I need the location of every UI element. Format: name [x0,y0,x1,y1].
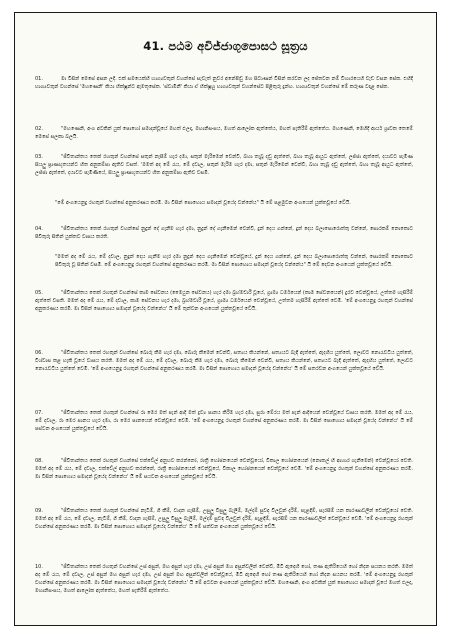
paragraph-text: "ජීවිතාන්තය තෙක් රහතුන් වහන්සේ රා මෙර මත් පැන් ආදී මත් ද්‍රව්‍ය පානය කිරීම හැර දමා, සුරා මේරය මත් පැන් ආදියෙන් වෙන්වූයේ වාසය කරති. මමත් අද මේ රැය, මේ දවාල, රා මෙර පානය හැර දමා, රා මෙර පානයෙන් වෙන්වූයේ වෙමි. 'මේ අංගයෙනුදු රහතුන් වහන්සේ අනුකරණය කරමි. මා විසින් පොහොය සමාදන් වූයේද වන්නේය' යි මේ පස්වන අංගයෙන් යුක්තවූයේ වේයි. [35,410,413,433]
paragraph-08 [35,457,413,481]
paragraph-text: "මේ අංගයෙනුදු රහතුන් වහන්සේ අනුකරණය කරමි. මා විසින් පොහොය සමාදන් වූයේද වන්නේය" යි මේ පළමුවන අංගයෙන් යුක්තවූයේ වේයි. [55,200,351,206]
paragraph-01 [35,75,413,91]
paragraph-number: 09. [35,508,43,514]
paragraph-text: "ජීවිතාන්තය තෙක් රහතුන් වහන්සේ එක්වේල් අනුභව කරන්නෝ, රාත්‍රී භෝජනයෙන් වෙන්වූයෝ, විකාල භෝජනයෙන් (නොකල් හි ආහාර ගැනීමෙන්) වෙන්වූයෝ වෙති. මමත් අද මේ රැය, මේ දවාල, එක්වේල් අනුභව කරන්නේ, රාත්‍රී භෝජනයෙන් වෙන්වූයේ, විකාල භෝජනයෙන් වෙන්වූයේ වෙමි. 'මේ අංගයෙනුදු රහතුන් වහන්සේ අනුකරණය කරමි. මා විසින් පොහොය සමාදන් වූයේද වන්නේය' යි මේ සයවන අංගයෙන් යුක්තවූයේ වේයි. [35,458,413,481]
paragraph-text: "ජීවිතාන්තය තෙක් රහතුන් වහන්සේ උස් අසුන්, මහ අසුන් හැර දමා, උස් අසුන් මහ අසුන්වලින් වෙන්වී, මිටි ඇඳෙහි හෝ, තණ ඇතිරියෙහි හෝ නිදන සයනය කරති. මමත් අද මේ රැය, මේ දවාල, උස් අසුන් මහ අසුන් හැර දමා, උස් අසුන් මහ අසුන්වලින් වෙන්වූයේ, මිටි ඇඳෙහි හෝ තණ ඇතිරියෙහි හෝ නිදන සයනය කරමි. 'මේ අංගයෙනුදු රහතුන් වහන්සේ අනුකරණය කරමි. මා විසින් පොහොය සමාදන් වූයේද වන්නේය' යි මේ අටවන අංගයෙන් යුක්තවූයේ වේයි. මහණෙනි, අංග අටකින් යුක් පොහොය සමාදන් වූයේ මහත් ඵලදා, මහානිසංසය, මහත් ආලෝක ඇත්තේය, මහත් පැතිරීම් ඇත්තේය. [35,564,413,595]
paragraph-06 [35,349,413,373]
paragraph-09 [35,507,413,531]
paragraph-text: "ජීවිතාන්තය තෙක් රහතුන් වහන්සේ නැටීම්, ගී කීම්, වාදන ගැසීම්, උසුලු විසුලු බැලීම්, මල්දම් සුවඳ විලවුන් දැරීම්, පැළඳීම්, සැරසීම් යන කාරණාවලින් වෙන්වූයෝ වෙති. මමත් අද මේ රැය, මේ දවාල, නැටීම්, ගී කීම්, වාදන ගැසීම්, උසුලු විසුලු බැලීම්, මල්දම් සුවඳ විලවුන් දැරීම්, පැළඳීම්, සැරසීම් යන කාරණාවලින් වෙන්වූයේ වෙමි. 'මේ අංගයෙනුදු රහතුන් වහන්සේ අනුකරණය කරමි. මා විසින් පොහොය සමාදන් වූයේද වන්නේය' යි මේ සත්වන අංගයෙන් යුක්තවූයේ වේයි. [35,508,413,531]
paragraph-text: "ජීවිතාන්තය තෙක් රහතුන් වහන්සේ බොරු කීම හැර දමා, බොරු කීමෙන් වෙන්වී, සත්‍යය කියන්නේ, සත්‍යයට බැඳී ඇත්තේ, ඇදහිය යුත්තේ, ලොවට නොරැවටිය යුත්තේ, විශ්වාස කළ හැකි වූයේ වාසය කරති. මමත් අද මේ රැය, මේ දවාල, බොරු කීම හැර දමා, බොරු කීමෙන් වෙන්වී, සත්‍යය කියන්නේ, සත්‍යයට බැඳී ඇත්තේ, ඇදහිය යුත්තේ, ලොවට නොරැවටිය යුත්තේ වෙමි. 'මේ අංගයෙනුදු රහතුන් වහන්සේ අනුකරණය කරමි. මා විසින් පොහොය සමාදන් වූයේද වන්නේය' යි මේ සතරවන අංගයෙන් යුක්තවූයේ වේයි. [35,350,413,373]
paragraph-10 [35,563,413,595]
paragraph-04 [35,225,413,241]
paragraph-number: 08. [35,458,43,464]
paragraph-text: "මහණෙනි, අංග අටකින් යුක් පොහෝ සමාදන්වූයේ මහත් ඵලදා, මහානිසංසය, මහත් ආලෝක ඇත්තේය, මහත් පැතිරීම් ඇත්තේය. මහණෙනි, මෙහිදී ආර්ය ශ්‍රාවක තෙමේ මෙසේ සලකා බලයි. [35,126,413,141]
paragraph-number: 07. [35,410,43,416]
paragraph-05 [35,289,413,313]
paragraph-number: 05. [35,290,43,296]
paragraph-07 [35,409,413,433]
paragraph-number: 01. [35,76,43,82]
paragraph-text: "ජීවිතාන්තය තෙක් රහතුන් වහන්සේ සතුන් නැසීම් හැර දමා, සතුන් මැරීමෙන් වෙන්වී, බහා තැබූ දඬු ඇත්තේ, බහා තැබූ ආයුධ ඇත්තේ, ලජ්ජා ඇත්තේ, දයාවට පැමිණ සියලු ප්‍රාණභූතයන්ට හිත අනුකම්පා ඇතිව වසත්. 'මමත් අද මේ රැය, මේ දවාල, සතුන් මැරීම හැර දමා, සතුන් මැරීමෙන් වෙන්වී, බහා තැබූ දඬු ඇත්තේ, බහා තැබූ ආයුධ ඇත්තේ, ලජ්ජා ඇත්තේ, දයාවට පැමිණියේ, සියලු ප්‍රාණභූතයන්ට හිත අනුකම්පා ඇතිව වසමි. [35,154,413,177]
paragraph-number: 03. [35,154,43,160]
paragraph-number: 02. [35,126,43,132]
paragraph-03-conclusion [55,199,413,207]
paragraph-text: "මමත් අද මේ රැය, මේ දවාල, නුදුන් දෙය ගැනීම හැර දමා නුදුන් දෙය ගැනීමෙන් වෙන්වූයේ, දුන් දෙය ගන්නේ, දුන් දෙය බලාපොරොත්තු වන්නේ, සොරකම් නොකොට පිවිතුරු වූ සිතින් වසමි. මේ අංගයෙනුදු රහතුන් වහන්සේ අනුකරණය කරමි. මා විසින් පොහොය සමාදන් වූයේද වන්නේය" යි මේ දෙවන අංගයෙන් යුක්තවූයේ වේයි. [55,254,413,269]
document-page [14,12,437,626]
paragraph-number: 06. [35,350,43,356]
page-title: 41. පඨම අවිජ්ජාගුපොසථ සූත්‍රය [143,39,308,53]
paragraph-number: 04. [35,226,43,232]
paragraph-text: මා විසින් මෙසේ අසන ලදී. එක් සමයෙක්හි භාග්‍යවතුන් වහන්සේ සැවැත් නුවර අනේපිඬු මහ සිටාණන් විසින් කරවන ලද ජේතවන නම් විහාරයෙහි වැඩ වසන සේක. එහිදී භාග්‍යවතුන් වහන්සේ 'මහණෙනි' කියා භික්ෂූන්ට ඇමතූසේක. 'ස්වාමීනී' කියා ඒ භික්ෂූහු භාග්‍යවතුන් වහන්සේට පිළිතුරු දුන්හ. භාග්‍යවතුන් වහන්සේ මේ කරුණ වදාළ සේක. [35,76,413,91]
paragraph-04-conclusion [55,253,413,269]
paragraph-02 [35,125,413,141]
paragraph-text: "ජීවිතාන්තය තෙක් රහතුන් වහන්සේ නුදුන් දේ ගැනීම හැර දමා, නුදුන් දේ ගැනීමෙන් වෙන්වී, දුන් දෙය ගන්නේ, දුන් දෙය බලාපොරොත්තු වන්නේ, සොරකම් නොකොට පිවිතුරු සිතින් යුක්තව වාසය කරති. [35,226,413,241]
paragraph-number: 10. [35,564,43,570]
paragraph-03 [35,153,413,177]
paragraph-text: "ජීවිතාන්තය තෙක් රහතුන් වහන්සේ කාම සේවනය (මෛථුන සේවනය) හැර දමා බ්‍රහ්මචාරී වූයේ, ග්‍රාම්‍ය ධර්මයෙන් (කාම සේවනයෙන්) දුරව වෙන්වූයේ, උත්තම හැසිරීම් ඇත්තේ වසති. මමත් අද මේ රැය, මේ දවාල, කාම සේවනය හැර දමා, බ්‍රහ්මචාරී වූයේ, ග්‍රාම්‍ය ධර්මයෙන් වෙන්වූයේ, උත්තම හැසිරීම් ඇත්තේ වෙමි. 'මේ අංගයෙනුදු රහතුන් වහන්සේ අනුකරණය කරමි. මා විසින් පොහොය සමාදන් වූයේද වන්නේය' යි මේ තුන්වන අංගයෙන් යුක්තවූයේ වේයි. [35,290,413,313]
